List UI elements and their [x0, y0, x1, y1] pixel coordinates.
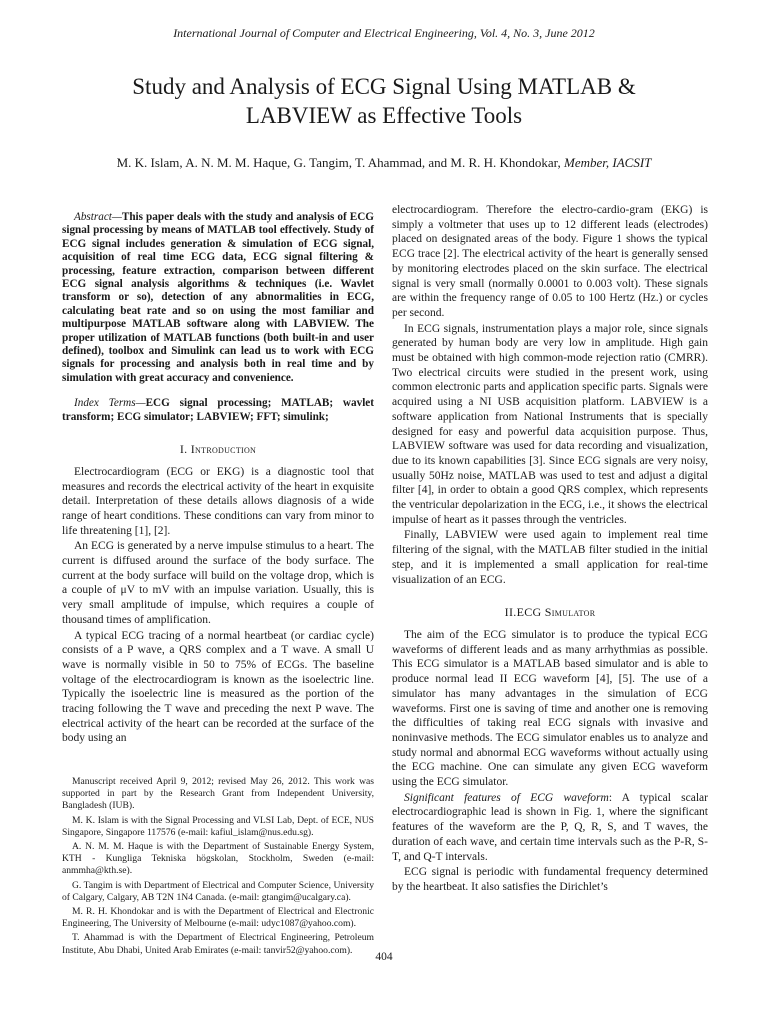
intro-paragraph-2: An ECG is generated by a nerve impulse stimulus to a heart. The current is diffused around the surface of the body surface. The current at the body surface will build on the voltage drop, which is a couple of μV to mV with an impulse variation. Usually, this is very small amplitude of impulse, which requires a couple of thousand times of amplification.	[62, 540, 374, 626]
footnote: G. Tangim is with Department of Electrical and Computer Science, University of Calgary, Calgary, AB T2N 1N4 Canada. (e-mail: gtangim@ucalgary.ca).	[62, 879, 374, 903]
footnote: Manuscript received April 9, 2012; revised May 26, 2012. This work was supported in part by the Research Grant from Independent University, Bangladesh (IUB).	[62, 776, 374, 812]
simulator-paragraph-2	[392, 791, 708, 865]
index-terms-lead: Index Terms—	[74, 397, 146, 410]
simulator-paragraph-1: The aim of the ECG simulator is to produce the typical ECG waveforms of different leads and as many arrhythmias as possible. This ECG simulator is a MATLAB based simulator and is able to produce normal lead II ECG waveform [4], [5]. The use of a simulator has many advantages in the simulation of ECG waveforms. First one is saving of time and another one is removing the difficulties of taking real ECG signals with invasive and noninvasive methods. The ECG simulator enables us to analyze and study normal and abnormal ECG waveforms without actually using the ECG machine. One can simulate any given ECG waveform using the ECG simulator.	[392, 628, 708, 789]
intro-paragraph-1: Electrocardiogram (ECG or EKG) is a diagnostic tool that measures and records the electrical activity of the heart in exquisite detail. Interpretation of these details allows diagnosis of a wide range of heart conditions. These conditions can vary from minor to life threatening [1], [2].	[62, 465, 374, 537]
journal-header: International Journal of Computer and Electrical Engineering, Vol. 4, No. 3, June 2012	[173, 26, 595, 40]
footnote: A. N. M. M. Haque is with the Department of Sustainable Energy System, KTH - Kungliga Tekniska högskolan, Stockholm, Sweden (e-mail: anmmha@kth.se).	[62, 841, 374, 877]
title-line-1: Study and Analysis of ECG Signal Using MATLAB &	[132, 74, 636, 99]
author-role: Member, IACSIT	[560, 155, 652, 170]
abstract	[62, 211, 374, 385]
features-lead: Significant features of ECG waveform	[404, 791, 609, 804]
page-number: 404	[375, 951, 393, 963]
section-1-heading: I. Introduction	[179, 442, 257, 457]
intro-paragraph-3: A typical ECG tracing of a normal heartbeat (or cardiac cycle) consists of a P wave, a QRS complex and a T wave. A small U wave is normally visible in 50 to 75% of ECGs. The baseline voltage of the electrocardiogram is known as the isoelectric line. Typically the isoelectric line is measured as the portion of the tracing following the T wave and preceding the next P wave. The electrical activity of the heart can be recorded at the surface of the body using an	[62, 629, 374, 745]
footnote: T. Ahammad is with the Department of Electrical Engineering, Petroleum Institute, Abu Dhabi, United Arab Emirates (e-mail: tanvir52@yahoo.com).	[62, 932, 374, 956]
abstract-lead: Abstract—	[74, 211, 122, 223]
features-text: : A typical scalar electrocardiographic lead is shown in Fig. 1, where the significant features of the waveform are the P, Q, R, S, and T waves, the duration of each wave, and certain time intervals such as the P-R, S-T, and Q-T intervals.	[392, 791, 708, 863]
authors-names: M. K. Islam, A. N. M. M. Haque, G. Tangim, T. Ahammad, and M. R. H. Khondokar,	[116, 155, 561, 170]
author-list	[20, 155, 748, 171]
title-line-2: LABVIEW as Effective Tools	[245, 103, 523, 128]
intro-continued-paragraph: electrocardiogram. Therefore the electro-cardio-gram (EKG) is simply a voltmeter that uses up to 12 different leads (electrodes) placed on designated areas of the body. Figure 1 shows the typical ECG trace [2]. The electrical activity of the heart is generally sensed by monitoring electrodes placed on the skin surface. The electrical signal is very small (normally 0.0001 to 0.003 volt). These signals are within the frequency range of 0.05 to 100 Hertz (Hz.) or cycles per second.	[392, 204, 708, 319]
index-terms-text: ECG signal processing; MATLAB; wavlet transform; ECG simulator; LABVIEW; FFT; simulink;	[62, 397, 374, 423]
paper-title	[40, 72, 728, 130]
left-column	[62, 203, 374, 747]
section-2-heading: II.ECG Simulator	[504, 605, 596, 620]
footnote: M. K. Islam is with the Signal Processing and VLSI Lab, Dept. of ECE, NUS Singapore, Singapore 117576 (e-mail: kafiul_islam@nus.edu.sg).	[62, 814, 374, 838]
intro-paragraph-4: In ECG signals, instrumentation plays a major role, since signals generated by human body are very low in amplitude. High gain must be obtained with high common-mode rejection ratio (CMRR). Two electrical circuits were studied in the present work, using common electronic parts and application specific parts. Signals were acquired using a NI USB acquisition platform. LABVIEW is a software application from National Instruments that is specially designed for easy and powerful data acquisition purpose. Thus, LABVIEW software was used for data recording and visualization, due to its known capabilities [3]. Since ECG signals are very noisy, usually 50Hz noise, MATLAB was used to test and adjust a digital filter [4], in order to obtain a good QRS complex, which represents the ventricular depolarization in the ECG, i.e., it shows the electrical impulse of heart as it passes through the ventricles.	[392, 322, 708, 526]
intro-paragraph-5: Finally, LABVIEW were used again to implement real time filtering of the signal, with the MATLAB filter studied in the initial step, and it is implemented a small application for real-time visualization of an ECG.	[392, 529, 708, 586]
footnote: M. R. H. Khondokar and is with the Department of Electrical and Electronic Engineering, The University of Melbourne (e-mail: udyc1087@yahoo.com).	[62, 906, 374, 930]
right-column	[392, 203, 708, 896]
abstract-text: This paper deals with the study and analysis of ECG signal processing by means of MATLAB tool effectively. Study of ECG signal includes generation & simulation of ECG signal, acquisition of real time ECG data, ECG signal filtering & processing, feature extraction, comparison between different ECG signal analysis algorithms & techniques (i.e. Wavlet transform or so), detection of any abnormalities in ECG, calculating beat rate and so on using the most familiar and multipurpose MATLAB software along with LABVIEW. The proper utilization of MATLAB functions (both built-in and user defined), toolbox and Simulink can lead us to work with ECG signals for processing and analysis both in real time and by simulation with great accuracy and convenience.	[62, 211, 374, 384]
simulator-paragraph-3: ECG signal is periodic with fundamental frequency determined by the heartbeat. It also satisfies the Dirichlet’s	[392, 866, 708, 893]
footnotes	[62, 776, 374, 959]
index-terms	[62, 397, 374, 424]
